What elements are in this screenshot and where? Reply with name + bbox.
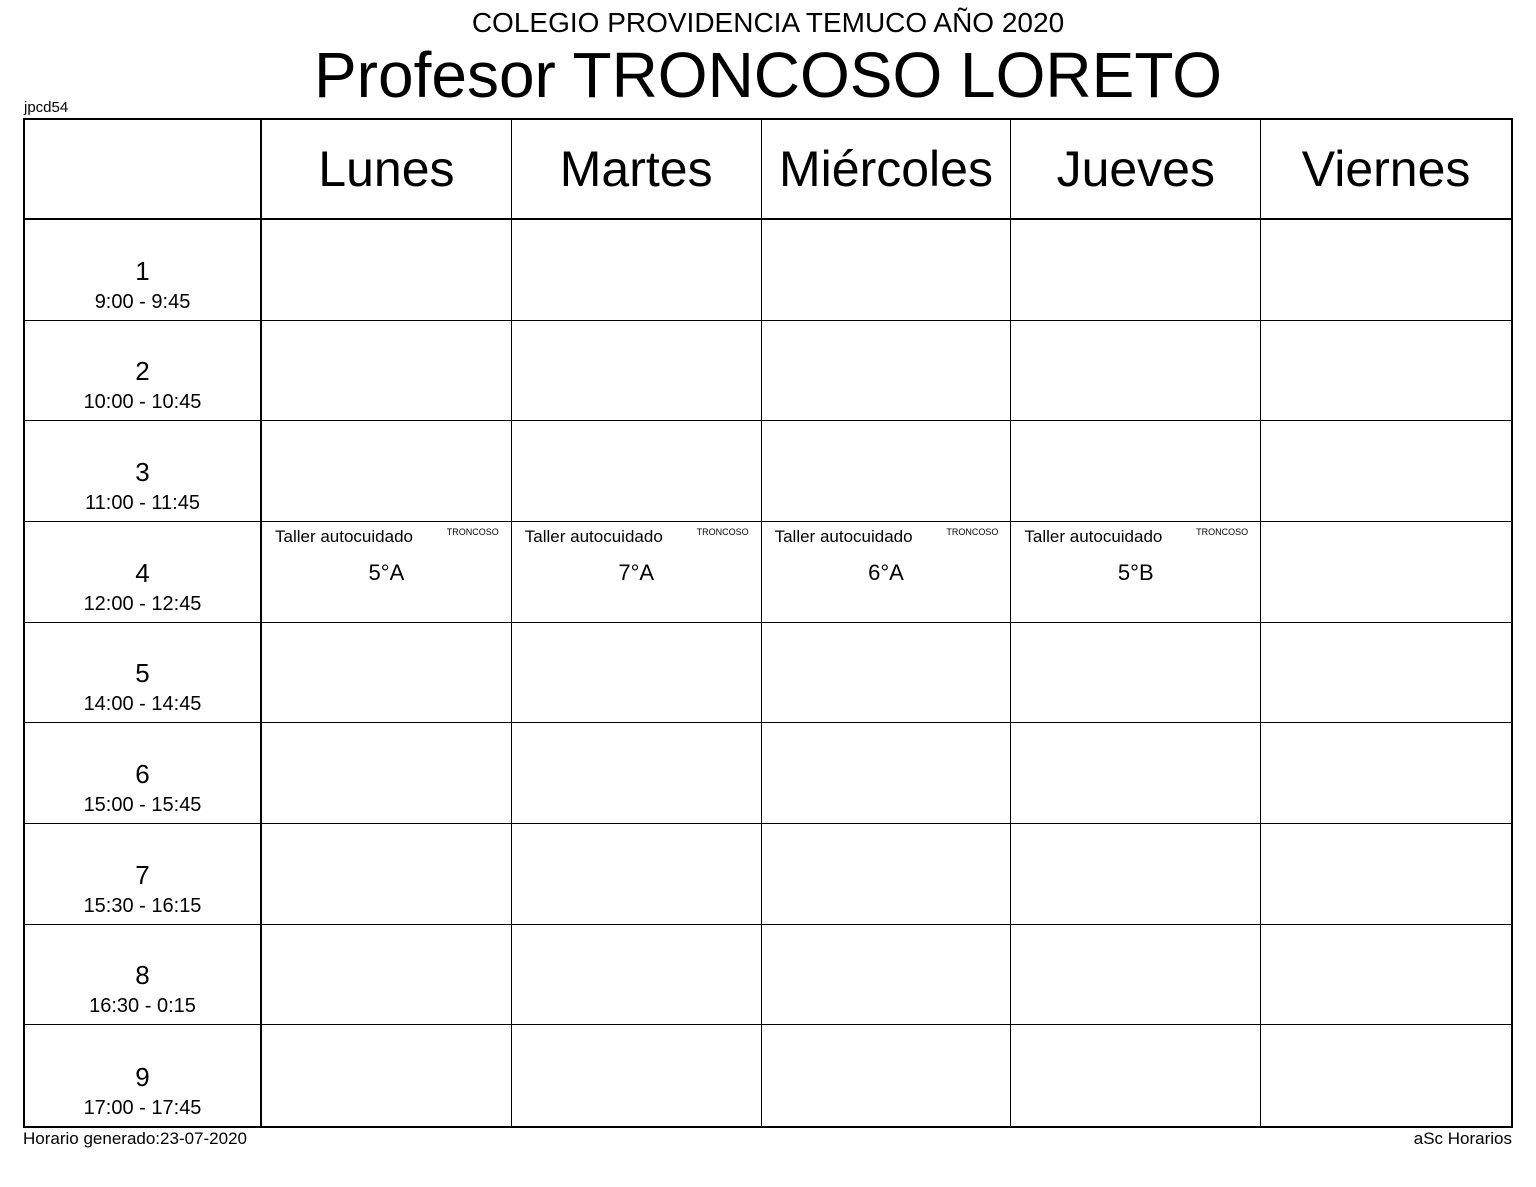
period-label xyxy=(25,723,262,824)
day-header: Viernes xyxy=(1261,120,1511,220)
empty-slot xyxy=(1261,421,1511,522)
empty-slot xyxy=(1261,925,1511,1026)
period-time: 11:00 - 11:45 xyxy=(85,491,200,514)
lesson-cell xyxy=(262,522,512,623)
period-time: 12:00 - 12:45 xyxy=(83,592,202,615)
empty-slot xyxy=(1261,824,1511,925)
lesson-teacher: TRONCOSO xyxy=(446,526,499,537)
lesson-teacher: TRONCOSO xyxy=(696,526,749,537)
empty-slot xyxy=(262,321,512,422)
lesson-class: 5°A xyxy=(368,559,405,585)
empty-slot xyxy=(1011,321,1261,422)
empty-slot xyxy=(1011,623,1261,724)
period-number: 8 xyxy=(135,960,150,991)
empty-slot xyxy=(762,421,1012,522)
lesson-class: 5°B xyxy=(1117,559,1154,585)
timetable-grid xyxy=(23,118,1513,1128)
empty-slot xyxy=(762,220,1012,321)
teacher-title: Profesor TRONCOSO LORETO xyxy=(313,39,1223,111)
period-label xyxy=(25,220,262,321)
school-title: COLEGIO PROVIDENCIA TEMUCO AÑO 2020 xyxy=(471,7,1065,38)
day-header: Miércoles xyxy=(762,120,1012,220)
period-number: 9 xyxy=(135,1061,150,1092)
period-label xyxy=(25,321,262,422)
period-number: 4 xyxy=(135,557,150,588)
period-number: 3 xyxy=(135,456,150,487)
empty-slot xyxy=(262,623,512,724)
lesson-subject: Taller autocuidado xyxy=(1024,526,1163,546)
generated-date: Horario generado:23-07-2020 xyxy=(23,1129,247,1148)
empty-slot xyxy=(1261,220,1511,321)
empty-slot xyxy=(1261,1025,1511,1126)
period-number: 5 xyxy=(135,658,150,689)
empty-slot xyxy=(262,925,512,1026)
lesson-cell xyxy=(512,522,762,623)
empty-slot xyxy=(1261,623,1511,724)
empty-slot xyxy=(1011,723,1261,824)
lesson-teacher: TRONCOSO xyxy=(1196,526,1249,537)
lesson-teacher: TRONCOSO xyxy=(946,526,999,537)
empty-slot xyxy=(512,824,762,925)
period-time: 15:30 - 16:15 xyxy=(83,894,202,917)
empty-slot xyxy=(512,1025,762,1126)
empty-slot xyxy=(512,421,762,522)
empty-slot xyxy=(512,925,762,1026)
empty-slot xyxy=(512,723,762,824)
empty-slot xyxy=(1011,421,1261,522)
lesson-subject: Taller autocuidado xyxy=(275,526,413,546)
lesson-class: 6°A xyxy=(868,559,904,585)
empty-slot xyxy=(1261,321,1511,422)
period-number: 2 xyxy=(135,356,150,387)
day-header: Lunes xyxy=(262,120,512,220)
empty-slot xyxy=(1261,522,1511,623)
period-number: 6 xyxy=(135,758,150,789)
empty-slot xyxy=(512,321,762,422)
period-number: 7 xyxy=(135,859,150,890)
empty-slot xyxy=(262,824,512,925)
lesson-cell xyxy=(762,522,1012,623)
empty-slot xyxy=(1011,220,1261,321)
empty-slot xyxy=(762,1025,1012,1126)
empty-slot xyxy=(262,220,512,321)
empty-slot xyxy=(512,623,762,724)
corner-cell xyxy=(25,120,262,220)
day-header: Martes xyxy=(512,120,762,220)
lesson-cell xyxy=(1011,522,1261,623)
empty-slot xyxy=(762,623,1012,724)
period-label xyxy=(25,522,262,623)
empty-slot xyxy=(762,925,1012,1026)
period-label xyxy=(25,623,262,724)
period-label xyxy=(25,421,262,522)
period-label xyxy=(25,925,262,1026)
schedule-code: jpcd54 xyxy=(24,99,69,116)
empty-slot xyxy=(1011,1025,1261,1126)
period-time: 17:00 - 17:45 xyxy=(83,1096,202,1119)
empty-slot xyxy=(512,220,762,321)
empty-slot xyxy=(762,321,1012,422)
period-time: 15:00 - 15:45 xyxy=(83,793,202,816)
empty-slot xyxy=(1261,723,1511,824)
period-time: 14:00 - 14:45 xyxy=(83,693,202,716)
software-credit: aSc Horarios xyxy=(1413,1129,1512,1148)
empty-slot xyxy=(262,421,512,522)
period-label xyxy=(25,1025,262,1126)
period-time: 10:00 - 10:45 xyxy=(83,391,202,414)
day-header: Jueves xyxy=(1011,120,1261,220)
period-time: 9:00 - 9:45 xyxy=(94,290,191,313)
period-label xyxy=(25,824,262,925)
empty-slot xyxy=(1011,925,1261,1026)
lesson-class: 7°A xyxy=(618,559,655,585)
lesson-subject: Taller autocuidado xyxy=(774,526,913,546)
period-number: 1 xyxy=(135,255,150,286)
empty-slot xyxy=(1011,824,1261,925)
empty-slot xyxy=(762,723,1012,824)
period-time: 16:30 - 0:15 xyxy=(89,995,196,1018)
empty-slot xyxy=(762,824,1012,925)
empty-slot xyxy=(262,723,512,824)
empty-slot xyxy=(262,1025,512,1126)
lesson-subject: Taller autocuidado xyxy=(524,526,663,546)
